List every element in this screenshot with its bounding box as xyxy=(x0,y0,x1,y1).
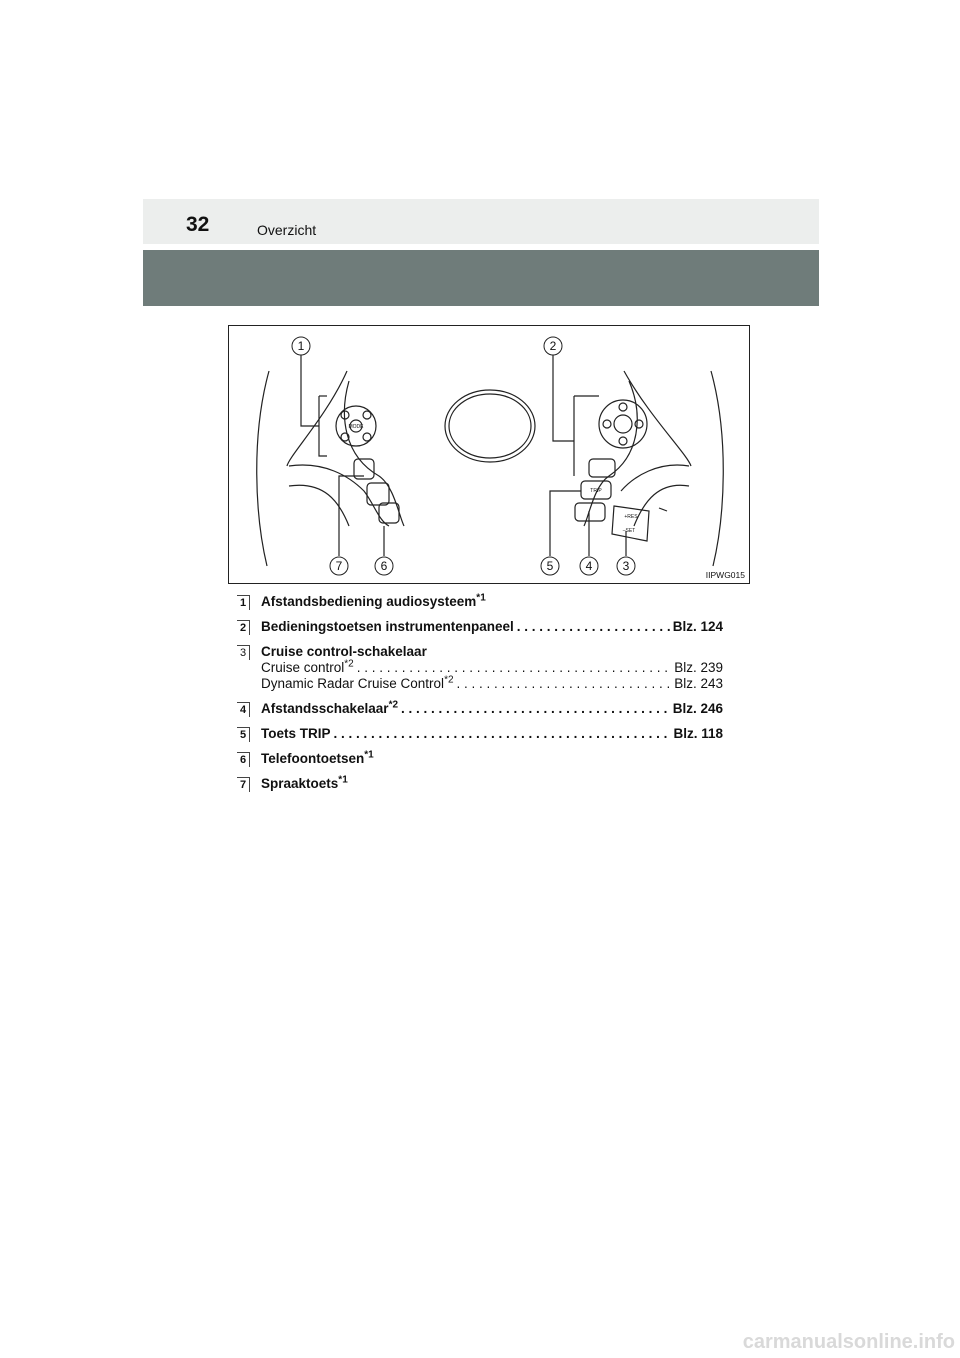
item-number: 4 xyxy=(237,702,250,717)
list-item: 5 Toets TRIP . . . Blz. 118 xyxy=(237,726,723,742)
callout-4-label: 4 xyxy=(585,559,593,573)
page-ref: Blz. 246 xyxy=(672,701,723,716)
callout-3-label: 3 xyxy=(622,559,630,573)
section-title: Overzicht xyxy=(257,222,317,238)
item-number: 5 xyxy=(237,727,250,742)
list-item: 4 Afstandsschakelaar$^{*2}$ . . . Blz. 246 xyxy=(237,701,723,717)
figure-code: IIPWG015 xyxy=(705,570,745,580)
page-ref: Blz. 239 xyxy=(674,660,723,675)
callout-6-label: 6 xyxy=(380,559,388,573)
res-switch-label: +RES xyxy=(624,514,638,520)
steering-wheel-illustration xyxy=(229,326,751,585)
page-ref: Blz. 118 xyxy=(673,726,723,741)
mode-switch-label: MODE xyxy=(348,424,364,430)
section-band xyxy=(143,250,819,306)
item-number: 7 xyxy=(237,777,250,792)
page-ref: Blz. 124 xyxy=(672,619,723,634)
callout-2-label: 2 xyxy=(549,339,557,353)
steering-wheel-figure xyxy=(228,325,750,584)
page-ref: Blz. 243 xyxy=(674,676,723,691)
list-item: 3 Cruise control-schakelaar Cruise control$^{*2}$ . . . Blz. 239 Dynamic Radar Cruise Control$^{*2}$ . . . Blz. 243 xyxy=(237,644,723,692)
header-bar xyxy=(143,199,819,244)
callout-1-label: 1 xyxy=(297,339,305,353)
item-number: 1 xyxy=(237,595,250,610)
set-switch-label: –SET xyxy=(622,528,636,534)
callout-5-label: 5 xyxy=(546,559,554,573)
watermark: carmanualsonline.info xyxy=(742,1331,955,1353)
item-number: 6 xyxy=(237,752,250,767)
page-number: 32 xyxy=(186,213,210,236)
item-list xyxy=(237,594,723,792)
item-number: 2 xyxy=(237,620,250,635)
list-item: 1 Afstandsbediening audiosysteem$^{*1}$ xyxy=(237,594,723,610)
list-item: 2 Bedieningstoetsen instrumentenpaneel . . . Blz. 124 xyxy=(237,619,723,635)
trip-switch-label: TRIP xyxy=(590,488,602,494)
list-item: 7 Spraaktoets$^{*1}$ xyxy=(237,776,723,792)
item-number: 3 xyxy=(237,645,250,660)
list-item: 6 Telefoontoetsen$^{*1}$ xyxy=(237,751,723,767)
callout-7-label: 7 xyxy=(335,559,343,573)
